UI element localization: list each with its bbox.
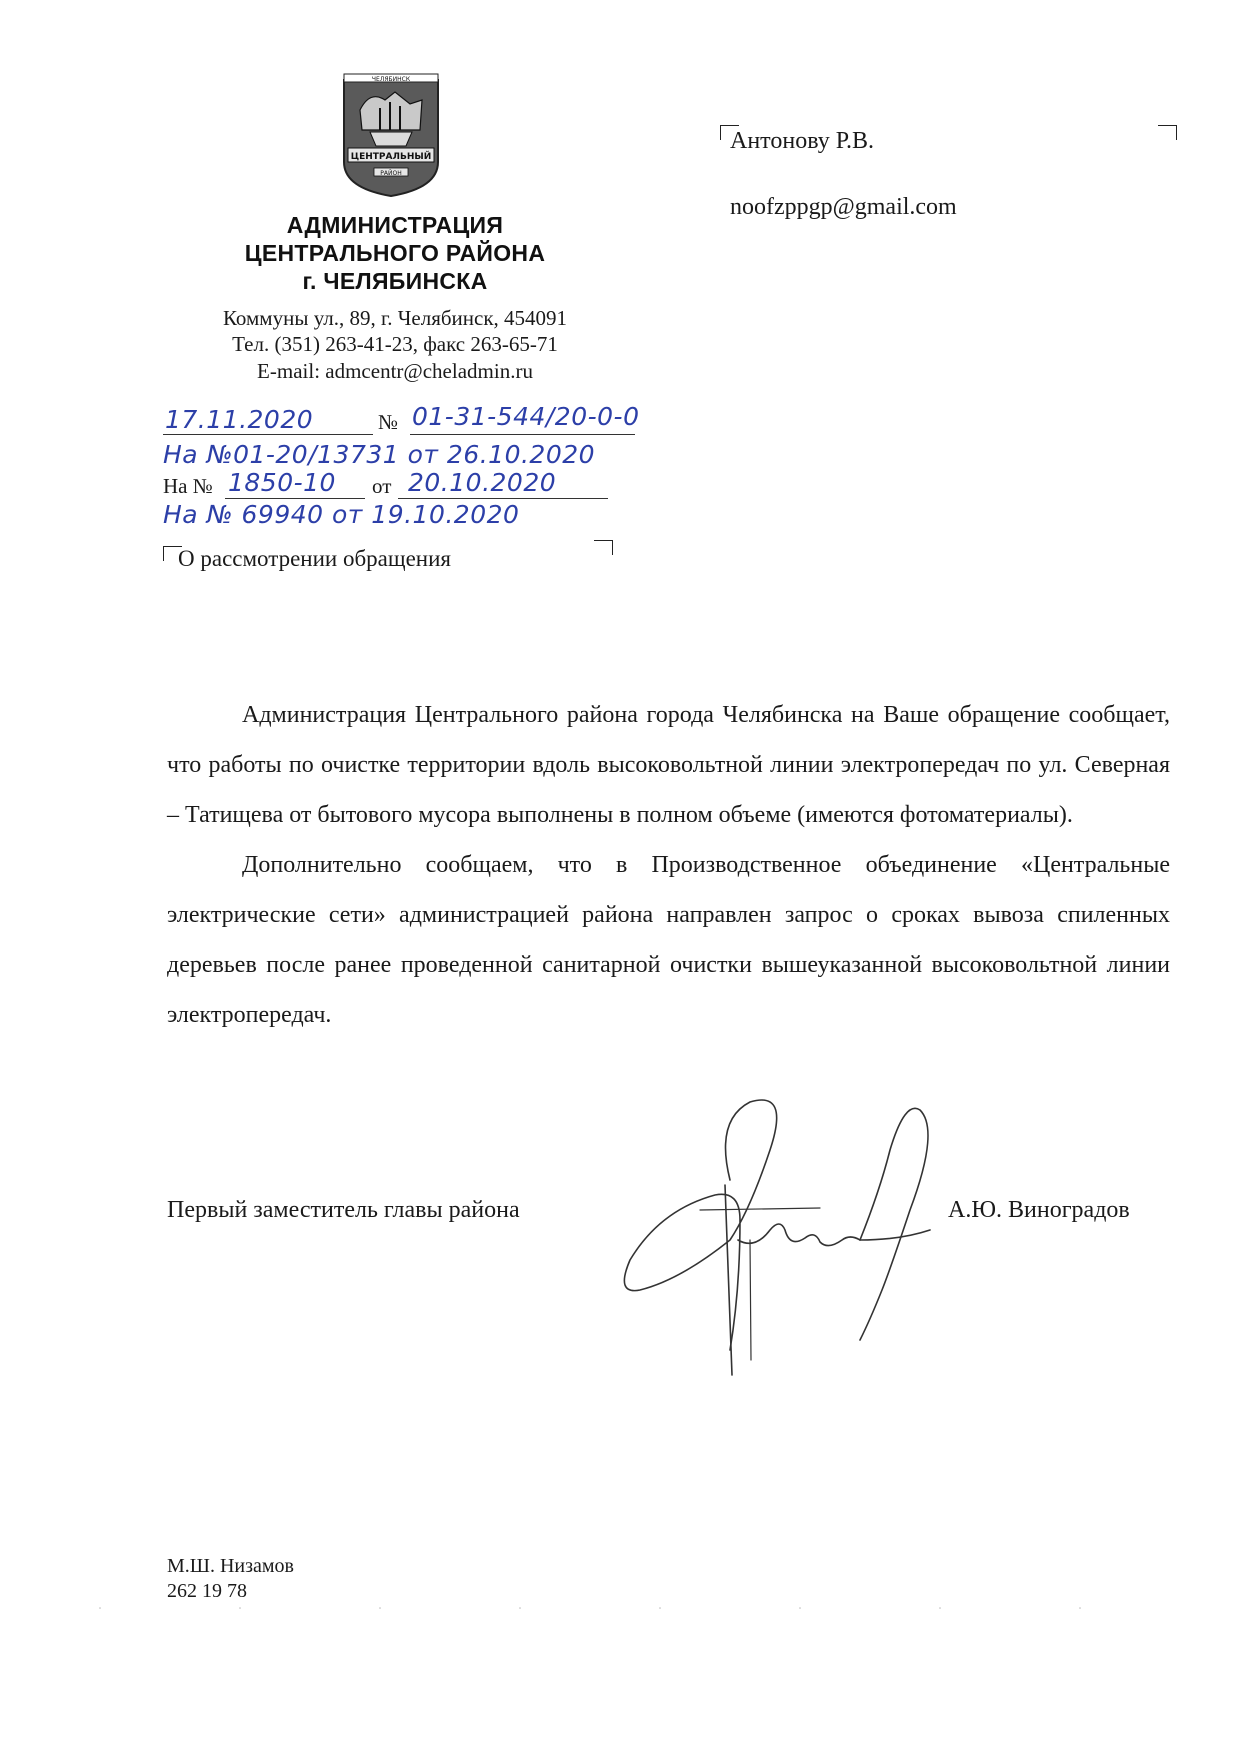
recipient-name: Антонову Р.В. bbox=[730, 128, 875, 154]
recipient-email: noofzppgp@gmail.com bbox=[730, 194, 957, 220]
reply-note-2: На № 69940 от 19.10.2020 bbox=[163, 500, 520, 529]
outgoing-date-rule bbox=[163, 434, 373, 435]
letter-subject: О рассмотрении обращения bbox=[178, 546, 451, 571]
org-address: Коммуны ул., 89, г. Челябинск, 454091 bbox=[222, 306, 568, 330]
ref-number-rule bbox=[225, 498, 365, 499]
coat-of-arms-icon bbox=[340, 70, 442, 198]
emblem-bottom-text: РАЙОН bbox=[380, 170, 402, 177]
body-paragraph-2: Дополнительно сообщаем, что в Производственное объединение «Центральные электрические сети» администрацией района направлен запрос о сроках вывоза спиленных деревьев после ранее проведенной санитарной очистки вышеуказанной высоковольтной линии электропередач. bbox=[167, 852, 1170, 1028]
emblem-top-text: ЧЕЛЯБИНСК bbox=[371, 76, 411, 83]
org-name-line-3: г. ЧЕЛЯБИНСКА bbox=[302, 268, 488, 294]
ref-date-rule bbox=[398, 498, 608, 499]
ref-date: 20.10.2020 bbox=[408, 468, 557, 497]
outgoing-date: 17.11.2020 bbox=[165, 405, 314, 434]
recipient-corner-right bbox=[1158, 125, 1177, 140]
ref-date-label: от bbox=[372, 474, 392, 498]
outgoing-number-label: № bbox=[378, 410, 399, 434]
letter-body bbox=[167, 690, 1170, 1040]
outgoing-number: 01-31-544/20-0-0 bbox=[412, 402, 640, 431]
org-email: E-mail: admcentr@cheladmin.ru bbox=[257, 359, 533, 383]
emblem-ribbon-text: ЦЕНТРАЛЬНЫЙ bbox=[350, 152, 432, 162]
signatory-title: Первый заместитель главы района bbox=[167, 1197, 520, 1223]
org-name-line-1: АДМИНИСТРАЦИЯ bbox=[286, 212, 504, 238]
subject-corner-right bbox=[594, 540, 613, 555]
scan-artifact-dots bbox=[0, 1605, 1240, 1611]
outgoing-number-rule bbox=[410, 434, 635, 435]
ref-number-label: На № bbox=[163, 474, 213, 498]
handwritten-signature bbox=[620, 1090, 950, 1380]
ref-number: 1850-10 bbox=[228, 468, 336, 497]
body-paragraph-1: Администрация Центрального района города Челябинска на Ваше обращение сообщает, что работы по очистке территории вдоль высоковольтной линии электропередач по ул. Северная – Татищева от бытового мусора выполнены в полном объеме (имеются фотоматериалы). bbox=[167, 702, 1170, 828]
signatory-name: А.Ю. Виноградов bbox=[948, 1197, 1130, 1223]
executor-phone: 262 19 78 bbox=[167, 1580, 247, 1602]
reply-note-1: На №01-20/13731 от 26.10.2020 bbox=[163, 440, 596, 469]
executor-name: М.Ш. Низамов bbox=[167, 1555, 294, 1577]
org-name-line-2: ЦЕНТРАЛЬНОГО РАЙОНА bbox=[244, 240, 546, 266]
org-phone-fax: Тел. (351) 263-41-23, факс 263-65-71 bbox=[232, 332, 558, 356]
